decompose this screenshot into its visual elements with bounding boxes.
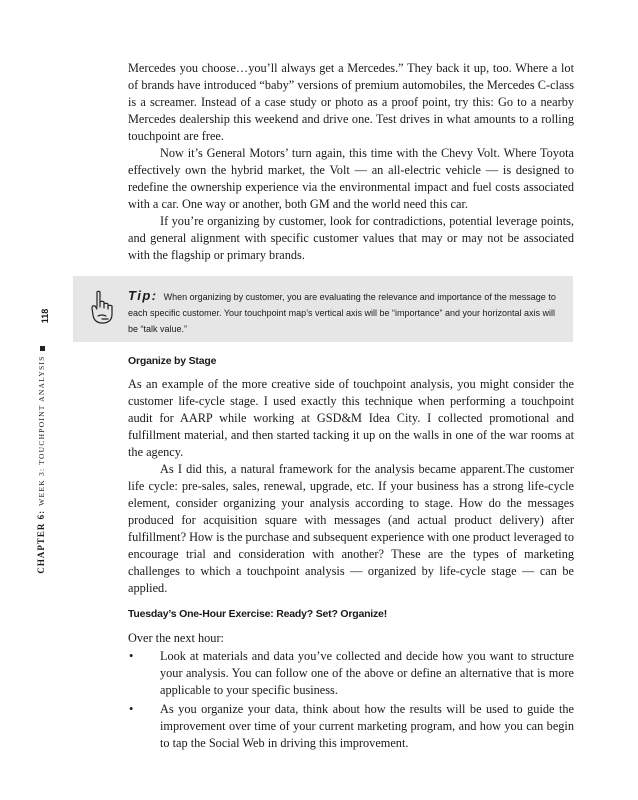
- bullet-icon: •: [129, 649, 134, 663]
- paragraph: If you’re organizing by customer, look for contradictions, potential leverage points, and general alignment with specific customer values that may or may not be associated with the flagship or primary brands.: [128, 214, 574, 262]
- paragraph: Mercedes you choose…you’ll always get a Mercedes.” They back it up, too. Where a lot of brands have introduced “baby” versions of premium automobiles, the Mercedes C-class is a screamer. Instead of a case study or photo as a proof point, try this: Go to a nearby Mercedes dealership this weekend and drive one. Test drives in what amounts to a rolling touchpoint are free.: [128, 61, 574, 143]
- list-item: [128, 648, 574, 699]
- running-head-chapter: CHAPTER 6:: [36, 509, 46, 574]
- tip-body: When organizing by customer, you are evaluating the relevance and importance of the message to each specific customer. Your touchpoint map’s vertical axis will be “importance” and your horizontal axis will be “talk value.”: [128, 292, 556, 334]
- paragraph: As an example of the more creative side of touchpoint analysis, you might consider the customer life-cycle stage. I used exactly this technique when performing a touchpoint audit for AARP while working at GSD&M Idea City. I collected promotional and fulfillment material, and then started tacking it up on the walls in one of the war rooms at the agency.: [128, 377, 574, 459]
- exercise-list: [128, 648, 574, 752]
- section-heading-stage: Organize by Stage: [128, 355, 217, 367]
- running-head-title: WEEK 3: TOUCHPOINT ANALYSIS: [37, 355, 46, 506]
- tip-label: Tip:: [128, 288, 158, 303]
- pointing-hand-icon: [89, 290, 117, 326]
- section-exercise-body: [128, 630, 574, 754]
- tip-box: [73, 276, 573, 342]
- exercise-intro: Over the next hour:: [128, 631, 224, 645]
- tip-text: [128, 288, 560, 337]
- list-item-text: Look at materials and data you’ve collected and decide how you want to structure your analysis. You can follow one of the above or define an alternative that is more applicable to your specific business.: [160, 649, 574, 697]
- section-stage-body: [128, 376, 574, 597]
- paragraph: Now it’s General Motors’ turn again, this time with the Chevy Volt. Where Toyota effectively own the hybrid market, the Volt — an all-electric vehicle — is designed to redefine the ownership experience via the environmental impact and fuel costs associated with a car. One way or another, both GM and the world need this car.: [128, 146, 574, 211]
- section-heading-exercise: Tuesday’s One-Hour Exercise: Ready? Set? Organize!: [128, 608, 387, 620]
- running-head: [36, 340, 46, 580]
- body-text: [128, 60, 574, 264]
- list-item-text: As you organize your data, think about how the results will be used to guide the improvement over time of your current marketing program, and how you can begin to tap the Social Web in driving this improvement.: [160, 702, 574, 750]
- list-item: [128, 701, 574, 752]
- page-number: 118: [40, 308, 50, 324]
- bullet-icon: •: [129, 702, 134, 716]
- paragraph: As I did this, a natural framework for the analysis became apparent.The customer life cycle: pre-sales, sales, renewal, upgrade, etc. If your business has a strong life-cycle element, consider organizing your analysis according to stage. How do the messages produced for acquisition square with messages (and actual product delivery) after fulfillment? How is the purchase and subsequent experience with one product leveraged to encourage trial and consideration with another? These are the types of marketing challenges to which a touchpoint analysis — organized by life-cycle stage — can be applied.: [128, 462, 574, 595]
- square-bullet-icon: [40, 346, 45, 351]
